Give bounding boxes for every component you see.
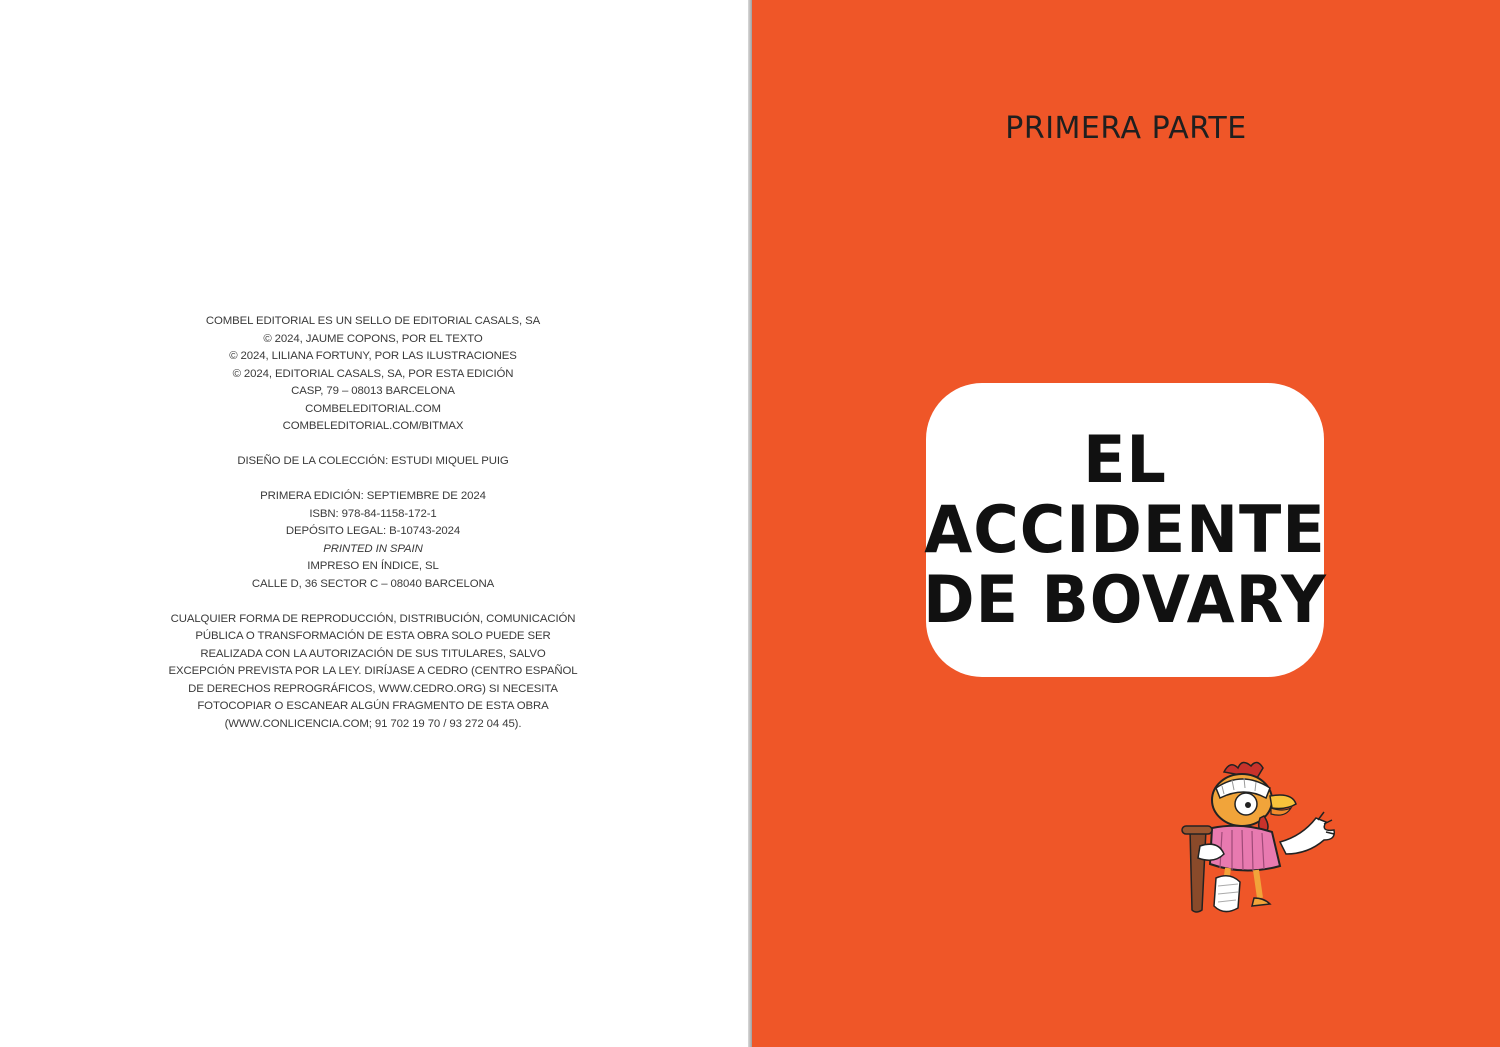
left-page [0,0,748,1047]
book-title-line-1: EL [1083,421,1167,498]
colophon-line: COMBELEDITORIAL.COM/BITMAX [282,420,464,432]
colophon-block [148,611,598,734]
colophon-line: DE DERECHOS REPROGRÁFICOS, WWW.CEDRO.ORG) SI NECESITA [188,682,558,695]
colophon-line: CALLE D, 36 SECTOR C – 08040 BARCELONA [251,577,495,590]
colophon-line: DISEÑO DE LA COLECCIÓN: ESTUDI MIQUEL PUIG [237,455,509,467]
colophon-line: IMPRESO EN ÍNDICE, SL [307,560,439,572]
colophon-line: ISBN: 978-84-1158-172-1 [309,507,437,520]
colophon-line: EXCEPCIÓN PREVISTA POR LA LEY. DIRÍJASE A CEDRO (CENTRO ESPAÑOL [168,665,578,677]
colophon-line: COMBEL EDITORIAL ES UN SELLO DE EDITORIAL CASALS, SA [205,315,541,327]
part-title: PRIMERA PARTE [1005,111,1247,146]
bandaged-rooster-illustration-icon [1172,758,1352,918]
book-title-line-3: DE BOVARY [923,561,1327,638]
colophon-line: © 2024, JAUME COPONS, POR EL TEXTO [263,332,483,345]
colophon-line: © 2024, LILIANA FORTUNY, POR LAS ILUSTRACIONES [229,350,517,362]
colophon-line: (WWW.CONLICENCIA.COM; 91 702 19 70 / 93 272 04 45). [224,717,522,730]
right-page [752,0,1500,1047]
colophon-block [148,488,598,593]
colophon-line: PÚBLICA O TRANSFORMACIÓN DE ESTA OBRA SOLO PUEDE SER [195,630,551,642]
colophon-block [148,313,598,436]
colophon-line: CUALQUIER FORMA DE REPRODUCCIÓN, DISTRIBUCIÓN, COMUNICACIÓN [170,612,576,625]
colophon-line: CASP, 79 – 08013 BARCELONA [291,385,455,397]
colophon-block [148,453,598,471]
book-title-line-2: ACCIDENTE [924,491,1326,568]
colophon-line: PRIMERA EDICIÓN: SEPTIEMBRE DE 2024 [260,490,486,502]
colophon-line: REALIZADA CON LA AUTORIZACIÓN DE SUS TITULARES, SALVO [200,647,546,660]
colophon [148,313,598,751]
colophon-line: © 2024, EDITORIAL CASALS, SA, POR ESTA EDICIÓN [232,367,514,380]
colophon-line: FOTOCOPIAR O ESCANEAR ALGÚN FRAGMENTO DE ESTA OBRA [197,700,549,712]
book-title-box [923,383,1327,677]
colophon-line: COMBELEDITORIAL.COM [305,402,441,415]
colophon-line: PRINTED IN SPAIN [323,542,423,555]
colophon-line: DEPÓSITO LEGAL: B-10743-2024 [285,525,461,537]
